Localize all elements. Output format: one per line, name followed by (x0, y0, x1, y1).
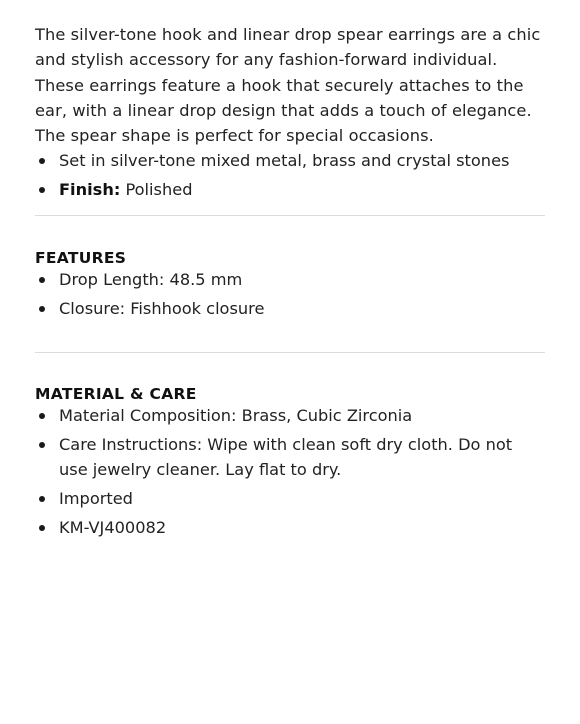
section-divider (35, 215, 545, 216)
list-item (35, 432, 545, 482)
list-item-text: Care Instructions: Wipe with clean soft dry cloth. Do not use jewelry cleaner. Lay flat to dry. (59, 435, 513, 480)
features-list (35, 267, 545, 321)
list-item-text: Imported (59, 489, 133, 509)
list-item-text: Material Composition: Brass, Cubic Zirconia (59, 406, 413, 426)
features-heading: FEATURES (35, 249, 127, 268)
list-item (35, 403, 545, 428)
list-item (35, 296, 545, 321)
material-care-list (35, 403, 545, 540)
list-item-text: KM-VJ400082 (59, 518, 167, 538)
list-item (35, 177, 545, 202)
product-description: The silver-tone hook and linear drop spear earrings are a chic and stylish accessory for any fashion-forward individual. These earrings feature a hook that securely attaches to the ear, with a linear drop design that adds a touch of elegance. The spear shape is perfect for special occasions. (35, 25, 541, 146)
material-care-heading: MATERIAL & CARE (35, 385, 197, 404)
list-item (35, 148, 545, 173)
section-divider (35, 352, 545, 353)
list-item (35, 267, 545, 292)
finish-label: Finish: (59, 180, 121, 200)
finish-value: Polished (120, 180, 193, 200)
list-item (35, 515, 545, 540)
list-item-text: Drop Length: 48.5 mm (59, 270, 243, 290)
list-item (35, 486, 545, 511)
list-item-text: Closure: Fishhook closure (59, 299, 265, 319)
details-list (35, 148, 545, 202)
list-item-text: Set in silver-tone mixed metal, brass and crystal stones (59, 151, 510, 171)
product-details-panel (35, 22, 545, 544)
